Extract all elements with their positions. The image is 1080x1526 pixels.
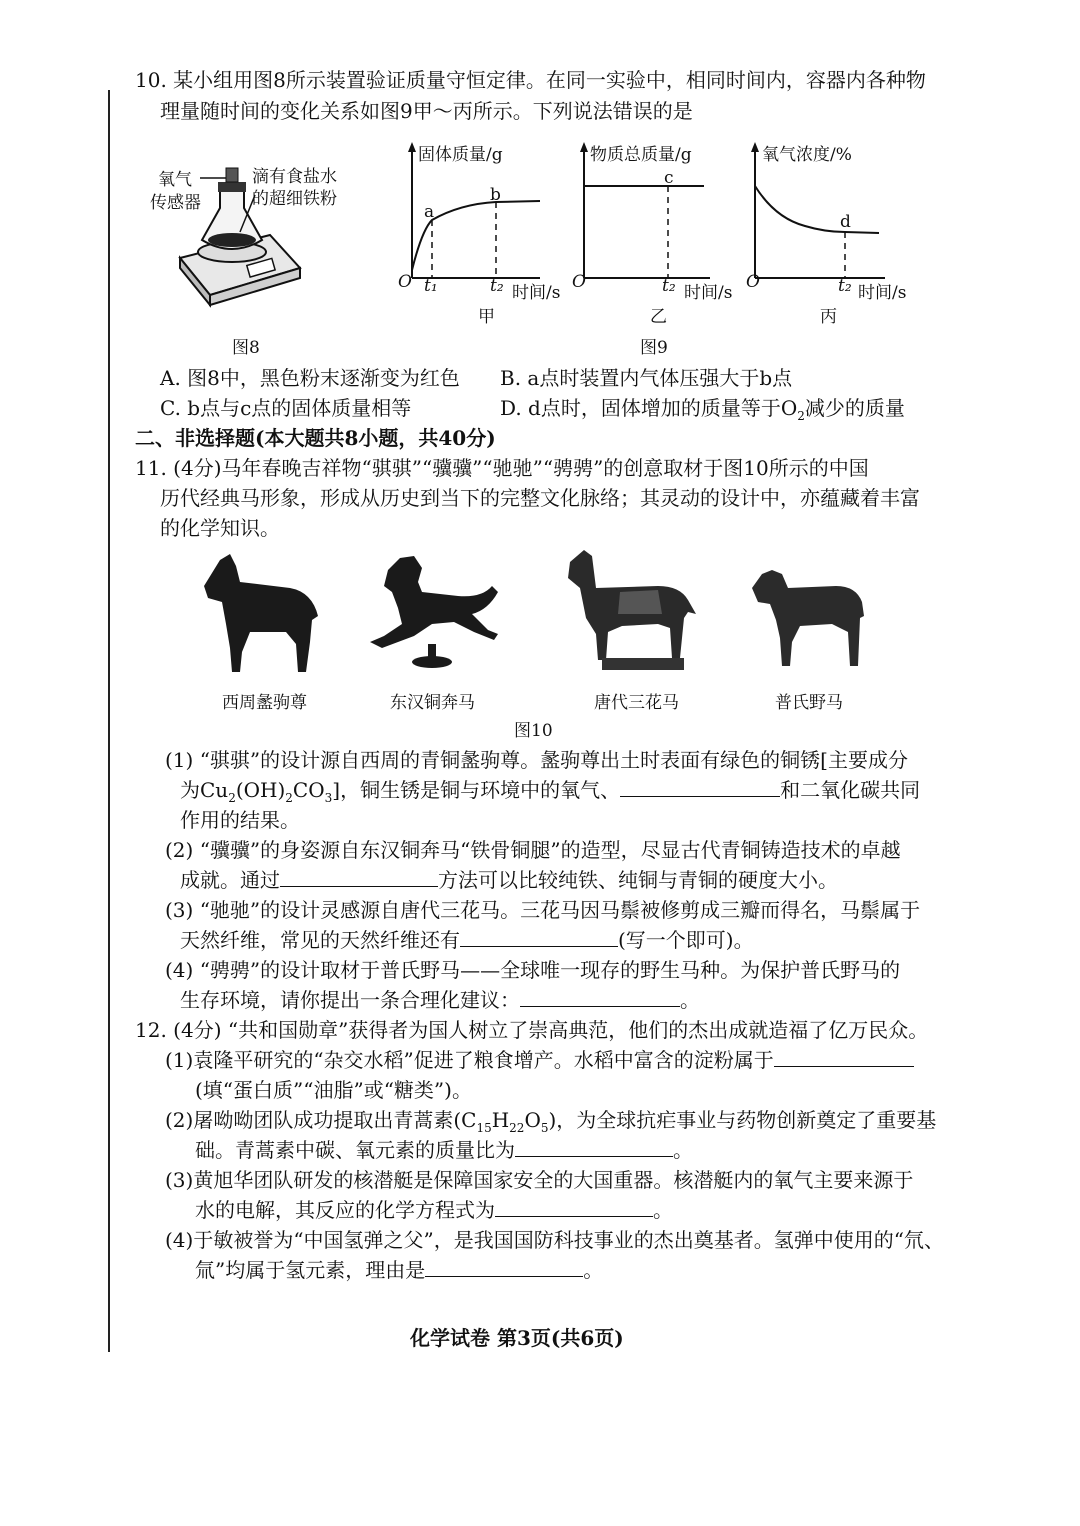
q12-s3-answer-blank[interactable] — [495, 1198, 653, 1217]
q12-s1-text: (1)袁隆平研究的“杂交水稻”促进了粮食增产。水稻中富含的淀粉属于 — [165, 1048, 774, 1072]
q11-s2-answer-blank[interactable] — [280, 868, 438, 887]
q11-s4-line1: (4) “骋骋”的设计取材于普氏野马——全球唯一现存的野生马种。为保护普氏野马的 — [165, 958, 901, 982]
fig9-bing-name: 丙 — [820, 307, 837, 327]
q12-s1-answer-blank[interactable] — [774, 1048, 914, 1067]
q11-s3-text-pre: 天然纤维，常见的天然纤维还有 — [180, 928, 460, 952]
q11-s4-line2 — [180, 984, 700, 1013]
q10-option-b: B. a点时装置内气体压强大于b点 — [500, 366, 793, 390]
fig9-jia-name: 甲 — [478, 307, 495, 327]
fig8-label-sensor-2: 传感器 — [150, 193, 201, 213]
q11-line3: 的化学知识。 — [160, 516, 280, 540]
fig9-bing-xlabel: 时间/s — [858, 283, 907, 303]
q12-s2-formula-a: (2)屠呦呦团队成功提取出青蒿素(C — [165, 1108, 477, 1132]
q11-line2: 历代经典马形象，形成从历史到当下的完整文化脉络；其灵动的设计中，亦蕴藏着丰富 — [160, 486, 920, 510]
fig9-yi-origin: O — [572, 272, 586, 292]
q11-s3-line1: (3) “驰驰”的设计灵感源自唐代三花马。三花马因马鬃被修剪成三瓣而得名，马鬃属于 — [165, 898, 921, 922]
horse-image-donghan — [362, 552, 502, 677]
q11-s1-sub1: 2 — [228, 791, 236, 805]
q10-option-d-post: 减少的质量 — [804, 396, 905, 420]
fig8-label-sensor-1: 氧气 — [158, 170, 192, 190]
q11-s4-text-post: 。 — [680, 988, 700, 1012]
q11-s2-text-post: 方法可以比较纯铁、纯铜与青铜的硬度大小。 — [438, 868, 838, 892]
q11-s1-text: ]，铜生锈是铜与环境中的氧气、 — [332, 778, 621, 802]
binding-margin-line — [108, 90, 110, 1352]
fig9-jia-point-b: b — [490, 185, 501, 205]
q12-s2-answer-blank[interactable] — [515, 1138, 673, 1157]
fig9-bing-ylabel: 氧气浓度/% — [762, 145, 852, 165]
q12-s4-text-pre: 氚”均属于氢元素，理由是 — [195, 1258, 426, 1282]
q10-option-a: A. 图8中，黑色粉末逐渐变为红色 — [160, 366, 460, 390]
q10-stem-line2: 理量随时间的变化关系如图9甲～丙所示。下列说法错误的是 — [160, 99, 693, 123]
horse-caption-4: 普氏野马 — [775, 693, 843, 713]
q12-s2-sub3: 5 — [540, 1121, 549, 1135]
fig9-bing-point-d: d — [840, 212, 851, 232]
q12-s2-line2-end: 。 — [673, 1138, 693, 1162]
q12-s1-line1 — [165, 1044, 914, 1073]
q10-option-d — [500, 392, 905, 423]
horse-image-xizhou — [200, 552, 320, 677]
q12-s1-line2: (填“蛋白质”“油脂”或“糖类”)。 — [195, 1078, 472, 1102]
q12-s2-text-post: )，为全球抗疟事业与药物创新奠定了重要基 — [548, 1108, 937, 1132]
fig9-jia-t2: t₂ — [490, 276, 504, 296]
q10-option-d-sub: 2 — [797, 409, 805, 423]
fig10-caption: 图10 — [514, 721, 553, 741]
q11-s1-answer-blank[interactable] — [620, 778, 780, 797]
q11-s4-answer-blank[interactable] — [520, 988, 680, 1007]
q10-option-d-pre: D. d点时，固体增加的质量等于O — [500, 396, 798, 420]
q11-s2-text-pre: 成就。通过 — [180, 868, 280, 892]
q11-s1-sub2: 2 — [285, 791, 293, 805]
q12-s2-line2-text: 础。青蒿素中碳、氧元素的质量比为 — [195, 1138, 515, 1162]
q11-s1-formula-b: (OH) — [235, 778, 286, 802]
fig9-jia-ylabel: 固体质量/g — [418, 145, 503, 165]
fig9-yi-point-c: c — [664, 168, 674, 188]
q12-s2-sub2: 22 — [509, 1121, 525, 1135]
q12-s2-formula-h: H — [491, 1108, 510, 1132]
fig9-yi-t2: t₂ — [662, 276, 676, 296]
q11-s1-formula-a: 为Cu — [180, 778, 229, 802]
horse-caption-1: 西周盠驹尊 — [222, 693, 307, 713]
q11-s1-line2 — [180, 774, 920, 805]
q11-line1: 11. (4分)马年春晚吉祥物“骐骐”“骥骥”“驰驰”“骋骋”的创意取材于图10所示的中国 — [135, 456, 869, 480]
fig8-label-powder-1: 滴有食盐水 — [252, 167, 337, 187]
q11-s4-text-pre: 生存环境，请你提出一条合理化建议： — [180, 988, 520, 1012]
q12-s2-formula-o: O — [524, 1108, 541, 1132]
q11-s1-text-end: 和二氧化碳共同 — [780, 778, 921, 802]
q12-s3-line1: (3)黄旭华团队研发的核潜艇是保障国家安全的大国重器。核潜艇内的氧气主要来源于 — [165, 1168, 914, 1192]
q11-s1-sub3: 3 — [324, 791, 333, 805]
q12-s3-line2 — [195, 1194, 673, 1223]
q12-s2-sub1: 15 — [476, 1121, 492, 1135]
fig8-caption: 图8 — [232, 338, 260, 358]
horse-image-tangdai — [562, 548, 702, 678]
q11-s1-line1: (1) “骐骐”的设计源自西周的青铜盠驹尊。盠驹尊出土时表面有绿色的铜锈[主要成分 — [165, 748, 908, 772]
q11-s1-line3: 作用的结果。 — [180, 808, 300, 832]
q12-line1: 12. (4分) “共和国勋章”获得者为国人树立了崇高典范，他们的杰出成就造福了亿万民众。 — [135, 1018, 929, 1042]
section-2-header: 二、非选择题(本大题共8小题，共40分) — [135, 426, 496, 450]
q12-s4-line2 — [195, 1254, 603, 1283]
fig9-bing-t2: t₂ — [838, 276, 852, 296]
fig9-jia-origin: O — [398, 272, 412, 292]
q11-s2-line2 — [180, 864, 838, 893]
q11-s2-line1: (2) “骥骥”的身姿源自东汉铜奔马“铁骨铜腿”的造型，尽显古代青铜铸造技术的卓越 — [165, 838, 901, 862]
q11-s3-line2 — [180, 924, 754, 953]
horse-caption-2: 东汉铜奔马 — [390, 693, 475, 713]
fig9-yi-ylabel: 物质总质量/g — [590, 145, 692, 165]
horse-caption-3: 唐代三花马 — [594, 693, 679, 713]
fig9-yi-name: 乙 — [650, 307, 667, 327]
fig9-bing-origin: O — [746, 272, 760, 292]
fig9-jia-xlabel: 时间/s — [512, 283, 561, 303]
fig9-jia-point-a: a — [424, 202, 435, 222]
fig9-caption: 图9 — [640, 338, 668, 358]
fig9-jia-t1: t₁ — [424, 276, 438, 296]
q11-s3-text-post: (写一个即可)。 — [618, 928, 754, 952]
page-footer: 化学试卷 第3页(共6页) — [410, 1326, 624, 1350]
q11-s1-formula-c: CO — [292, 778, 325, 802]
q12-s2-line1 — [165, 1104, 936, 1135]
q10-option-c: C. b点与c点的固体质量相等 — [160, 396, 412, 420]
horse-image-pushi — [748, 562, 868, 677]
q11-s3-answer-blank[interactable] — [460, 928, 618, 947]
fig8-label-powder-2: 的超细铁粉 — [252, 189, 337, 209]
q12-s4-text-post: 。 — [583, 1258, 604, 1282]
q10-stem-line1: 10. 某小组用图8所示装置验证质量守恒定律。在同一实验中，相同时间内，容器内各种物 — [135, 68, 926, 92]
q12-s4-answer-blank[interactable] — [425, 1258, 583, 1277]
q12-s3-text-pre: 水的电解，其反应的化学方程式为 — [195, 1198, 495, 1222]
q12-s2-line2 — [195, 1134, 693, 1163]
q12-s4-line1: (4)于敏被誉为“中国氢弹之父”，是我国国防科技事业的杰出奠基者。氢弹中使用的“氘、 — [165, 1228, 945, 1252]
q12-s3-text-post: 。 — [653, 1198, 673, 1222]
fig9-yi-xlabel: 时间/s — [684, 283, 733, 303]
